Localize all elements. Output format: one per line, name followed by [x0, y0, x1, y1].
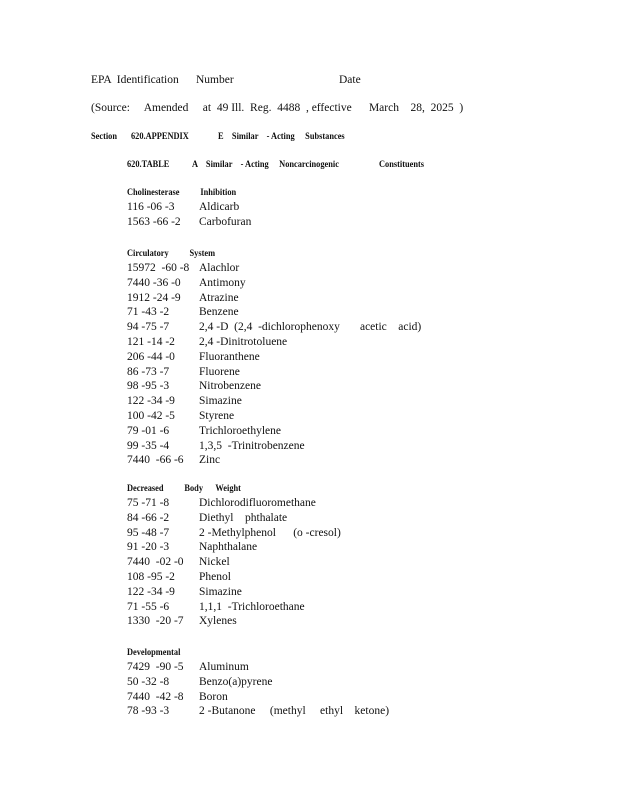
substance-row: [0, 320, 618, 335]
substance-row: [0, 660, 618, 675]
substance-name: Nickel: [199, 556, 230, 569]
substance-row: [0, 424, 618, 439]
substance-name: Carbofuran: [199, 215, 252, 228]
substance-row: [0, 394, 618, 409]
substance-name: Nitrobenzene: [199, 380, 261, 393]
substance-row: [0, 555, 618, 570]
substance-name: Zinc: [199, 454, 221, 467]
group-title: Cholinesterase Inhibition: [127, 188, 237, 198]
substance-name: 2,4 -D (2,4 -dichlorophenoxy acetic acid): [199, 321, 422, 334]
substance-name: Simazine: [199, 395, 242, 408]
substance-row: [0, 215, 618, 230]
substance-name: Phenol: [199, 571, 231, 583]
substance-row: [0, 365, 618, 380]
cas-number: 1330 -20 -7: [127, 615, 184, 628]
cas-number: 78 -93 -3: [127, 705, 170, 718]
cas-number: 99 -35 -4: [127, 439, 170, 452]
substance-row: [0, 335, 618, 350]
cas-number: 7440 -36 -0: [127, 276, 181, 289]
substance-row: [0, 614, 618, 629]
cas-number: 7440 -02 -0: [127, 556, 184, 569]
cas-number: 7440 -42 -8: [127, 690, 184, 703]
cas-number: 100 -42 -5: [127, 410, 175, 422]
date-label: Date: [339, 74, 361, 86]
substance-name: Atrazine: [199, 291, 239, 304]
substance-row: [0, 675, 618, 690]
substance-row: [0, 453, 618, 468]
substance-name: 1,3,5 -Trinitrobenzene: [199, 439, 305, 452]
cas-number: 7429 -90 -5: [127, 661, 184, 673]
cas-number: 122 -34 -9: [127, 585, 175, 598]
table-label: 620.TABLE: [127, 160, 170, 170]
substance-row: [0, 439, 618, 454]
cas-number: 1563 -66 -2: [127, 215, 181, 228]
cas-number: 86 -73 -7: [127, 365, 170, 378]
substance-name: Dichlorodifluoromethane: [199, 497, 316, 509]
cas-number: 122 -34 -9: [127, 395, 175, 408]
cas-number: 121 -14 -2: [127, 336, 175, 348]
substance-name: Naphthalane: [199, 541, 258, 554]
source-note: (Source: Amended at 49 Ill. Reg. 4488 , effective March 28, 2025 ): [91, 102, 464, 114]
cas-number: 71 -55 -6: [127, 600, 170, 613]
cas-number: 95 -48 -7: [127, 526, 170, 539]
section-title-rest: E Similar - Acting Substances: [218, 132, 345, 142]
substance-row: [0, 585, 618, 600]
cas-number: 75 -71 -8: [127, 497, 170, 509]
cas-number: 7440 -66 -6: [127, 454, 184, 467]
substance-name: Aluminum: [199, 661, 249, 673]
table-title-right: Constituents: [379, 160, 425, 170]
cas-number: 50 -32 -8: [127, 675, 170, 688]
substance-row: [0, 200, 618, 215]
epa-identification-label: EPA Identification Number: [91, 74, 234, 86]
substance-name: Aldicarb: [199, 201, 240, 213]
cas-number: 116 -06 -3: [127, 201, 175, 213]
cas-number: 1912 -24 -9: [127, 291, 181, 304]
substance-row: [0, 511, 618, 526]
cas-number: 15972 -60 -8: [127, 262, 190, 274]
cas-number: 79 -01 -6: [127, 424, 170, 437]
substance-row: [0, 261, 618, 276]
substance-row: [0, 305, 618, 320]
substance-row: [0, 409, 618, 424]
substance-row: [0, 570, 618, 585]
substance-row: [0, 600, 618, 615]
substance-row: [0, 526, 618, 541]
substance-name: Benzene: [199, 306, 239, 319]
cas-number: 71 -43 -2: [127, 306, 170, 319]
substance-name: Simazine: [199, 585, 242, 598]
cas-number: 84 -66 -2: [127, 511, 170, 524]
cas-number: 108 -95 -2: [127, 571, 175, 583]
substance-row: [0, 379, 618, 394]
substance-name: Benzo(a)pyrene: [199, 675, 273, 688]
group-title: Developmental: [127, 648, 181, 658]
substance-name: 2 -Butanone (methyl ethyl ketone): [199, 705, 390, 718]
substance-row: [0, 291, 618, 306]
substance-name: 2,4 -Dinitrotoluene: [199, 336, 288, 348]
cas-number: 91 -20 -3: [127, 541, 170, 554]
substance-name: Fluoranthene: [199, 350, 260, 363]
substance-name: Diethyl phthalate: [199, 511, 288, 524]
substance-row: [0, 704, 618, 719]
substance-name: Alachlor: [199, 262, 240, 274]
substance-name: Boron: [199, 690, 228, 703]
substance-name: Xylenes: [199, 615, 237, 628]
substance-name: Antimony: [199, 276, 246, 289]
substance-row: [0, 496, 618, 511]
cas-number: 206 -44 -0: [127, 350, 175, 363]
section-label: Section: [91, 132, 118, 142]
substance-row: [0, 540, 618, 555]
group-title: Circulatory System: [127, 249, 216, 259]
substance-name: Styrene: [199, 410, 235, 422]
substance-row: [0, 690, 618, 705]
substance-row: [0, 276, 618, 291]
cas-number: 94 -75 -7: [127, 321, 170, 334]
substance-name: Fluorene: [199, 365, 240, 378]
substance-name: 1,1,1 -Trichloroethane: [199, 600, 305, 613]
substance-row: [0, 350, 618, 365]
substance-name: Trichloroethylene: [199, 424, 281, 437]
cas-number: 98 -95 -3: [127, 380, 170, 393]
section-title: 620.APPENDIX: [131, 132, 189, 142]
substance-name: 2 -Methylphenol (o -cresol): [199, 526, 341, 539]
group-title: Decreased Body Weight: [127, 484, 241, 494]
table-title: A Similar - Acting Noncarcinogenic: [192, 160, 339, 170]
